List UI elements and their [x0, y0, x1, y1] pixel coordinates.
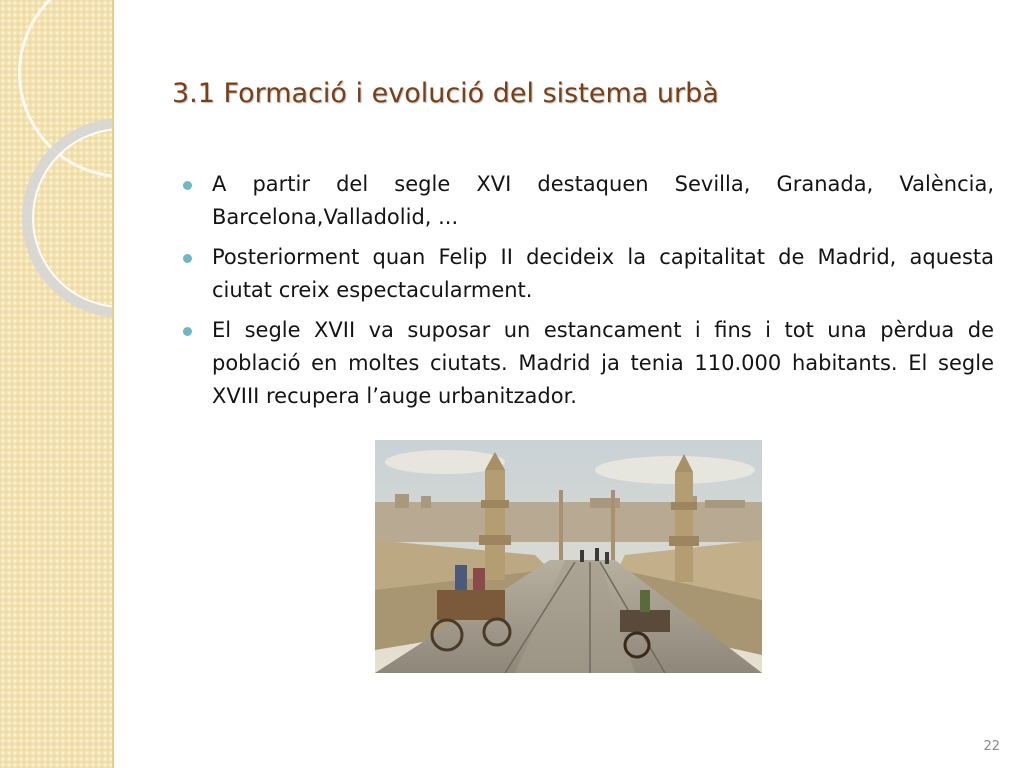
historic-bridge-photo	[375, 440, 762, 673]
slide-title: 3.1 Formació i evolució del sistema urbà	[172, 78, 719, 109]
bullet-text: A partir del segle XVI destaquen Sevilla, Granada, València, Barcelona,Valladolid, ...	[212, 172, 994, 229]
decorative-side-panel	[0, 0, 112, 768]
bullet-item	[212, 314, 994, 413]
bullet-item	[212, 168, 994, 234]
bullet-text: El segle XVII va suposar un estancament i fins i tot una pèrdua de població en moltes ciutats. Madrid ja tenia 110.000 habitants. El segle XVIII recupera l’auge urbanitzador.	[212, 318, 994, 408]
bullet-text: Posteriorment quan Felip II decideix la capitalitat de Madrid, aquesta ciutat creix espectacularment.	[212, 245, 994, 302]
side-panel-border	[112, 0, 114, 768]
bullet-dot-icon	[183, 254, 192, 263]
bullet-dot-icon	[183, 327, 192, 336]
bullet-item	[212, 241, 994, 307]
bullet-list	[212, 168, 994, 420]
page-number: 22	[983, 739, 1000, 754]
bullet-dot-icon	[183, 181, 192, 190]
